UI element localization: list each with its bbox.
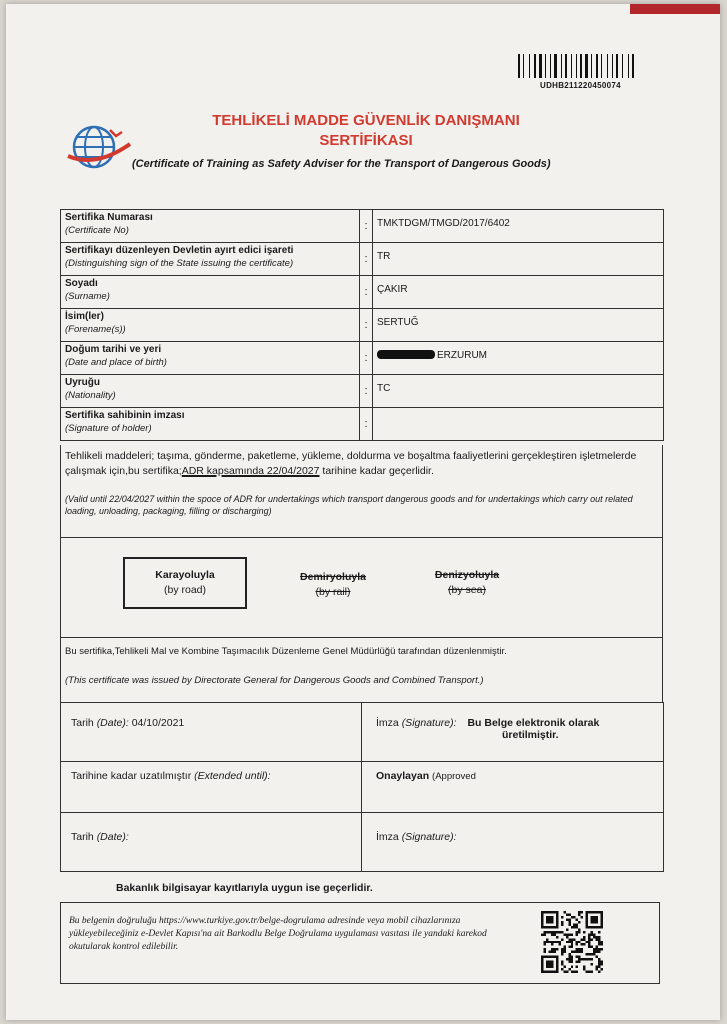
issuer-text-tr: Bu sertifika,Tehlikeli Mal ve Kombine Taşımacılık Düzenleme Genel Müdürlüğü tarafından düzenlenmiştir.: [65, 646, 507, 657]
signature-label: İmza: [376, 717, 399, 729]
issuer-section: [60, 637, 663, 703]
field-colon: :: [360, 276, 373, 309]
issue-signature-cell: [362, 703, 664, 762]
issue-date-cell: [61, 703, 362, 762]
document-subtitle: (Certificate of Training as Safety Adviser for the Transport of Dangerous Goods): [132, 158, 551, 170]
field-row-birth: [61, 342, 664, 375]
field-label-en: (Signature of holder): [65, 423, 152, 434]
mode-road: [123, 557, 247, 609]
validity-text-part1: Tehlikeli maddeleri; taşıma, gönderme, paketleme, yükleme, doldurma ve boşaltma faaliyetlerini gerçekleştiren işletmelerde çalışmak için,bu sertifika;: [65, 450, 637, 477]
issue-date-label-en: (Date):: [96, 717, 129, 729]
signature-row-extension: [61, 762, 664, 813]
field-row-certificate-no: [61, 210, 664, 243]
verification-text: Bu belgenin doğruluğu https://www.turkiye.gov.tr/belge-dogrulama adresinde veya mobil cihazlarınıza yükleyebileceğiniz e-Devlet Kapısı'na ait Barkodlu Belge Doğrulama uygulaması vasıtası ile yandaki karekod okutularak kontrol edilebilir.: [69, 916, 487, 952]
renewal-signature-label-en: (Signature):: [401, 831, 457, 843]
mode-rail-label: Demiryoluyla: [300, 571, 366, 583]
field-row-forename: [61, 309, 664, 342]
field-value-forename: SERTUĞ: [373, 309, 664, 342]
mode-road-label: Karayoluyla: [155, 569, 215, 581]
field-label: [61, 309, 360, 342]
field-label-en: (Date and place of birth): [65, 357, 167, 368]
extended-until-cell: [61, 762, 362, 813]
field-label: [61, 210, 360, 243]
mode-rail-label-en: (by rail): [315, 586, 351, 598]
field-value-birth: [373, 342, 664, 375]
issue-date-value: 04/10/2021: [131, 717, 185, 729]
renewal-date-label-en: (Date):: [96, 831, 129, 843]
red-corner-edge: [630, 4, 720, 14]
mode-rail: [283, 571, 383, 598]
field-label-en: (Certificate No): [65, 225, 129, 236]
validity-text-en: (Valid until 22/04/2027 within the spoce of ADR for undertakings which transport dangerous goods and for undertakings which carry out related loading, unloading, packaging, filling or discharging): [65, 494, 633, 516]
mode-sea-label-en: (by sea): [448, 584, 486, 596]
validity-text-part2: tarihine kadar geçerlidir.: [319, 465, 434, 477]
validity-section: [60, 445, 663, 538]
redaction-mark: [377, 350, 435, 359]
approved-label-en: (Approved: [432, 771, 476, 782]
field-label: [61, 276, 360, 309]
mode-road-label-en: (by road): [163, 584, 206, 596]
field-label-tr: Uyruğu: [65, 377, 100, 388]
field-label: [61, 243, 360, 276]
validity-text-tr: [65, 449, 655, 479]
renewal-date-label: Tarih: [71, 831, 94, 843]
signature-row-issue: [61, 703, 664, 762]
signature-value-line2: üretilmiştir.: [502, 729, 559, 741]
mode-sea: [417, 569, 517, 596]
certificate-page: [6, 4, 720, 1020]
document-title-line2: SERTİFİKASI: [319, 132, 413, 149]
field-label-tr: Sertifika sahibinin imzası: [65, 410, 185, 421]
field-label-tr: Sertifika Numarası: [65, 212, 153, 223]
renewal-date-cell: [61, 813, 362, 872]
field-row-holder-signature: [61, 408, 664, 441]
validity-date-underlined: ADR kapsamında 22/04/2027: [181, 465, 320, 477]
ministry-globe-logo: [66, 122, 132, 172]
transport-modes-section: [60, 537, 663, 638]
field-value-nationality: TC: [373, 375, 664, 408]
field-value-state-sign: TR: [373, 243, 664, 276]
extended-label-en: (Extended until):: [194, 770, 271, 782]
field-value-certificate-no: TMKTDGM/TMGD/2017/6402: [373, 210, 664, 243]
field-colon: :: [360, 243, 373, 276]
barcode-number: UDHB211220450074: [540, 81, 621, 90]
extended-label: Tarihine kadar uzatılmıştır: [71, 770, 192, 782]
renewal-signature-cell: [362, 813, 664, 872]
certificate-info-table: [60, 209, 664, 441]
field-colon: :: [360, 375, 373, 408]
field-label-tr: Doğum tarihi ve yeri: [65, 344, 162, 355]
mode-sea-label: Denizyoluyla: [434, 569, 500, 581]
field-label-en: (Distinguishing sign of the State issuing the certificate): [65, 258, 294, 269]
field-label-en: (Surname): [65, 291, 110, 302]
qr-code-icon[interactable]: [541, 911, 603, 973]
field-colon: :: [360, 408, 373, 441]
issuer-text-en: (This certificate was issued by Directorate General for Dangerous Goods and Combined Transport.): [65, 675, 484, 686]
field-label: [61, 342, 360, 375]
field-label-en: (Forename(s)): [65, 324, 126, 335]
field-value-surname: ÇAKIR: [373, 276, 664, 309]
signature-value-line1: Bu Belge elektronik olarak: [467, 717, 600, 729]
field-value-holder-signature: [373, 408, 664, 441]
approved-label: Onaylayan: [376, 770, 430, 782]
signature-table: [60, 702, 664, 872]
field-colon: :: [360, 210, 373, 243]
renewal-signature-label: İmza: [376, 831, 399, 843]
signature-row-renewal: [61, 813, 664, 872]
field-colon: :: [360, 309, 373, 342]
field-row-state-sign: [61, 243, 664, 276]
field-row-surname: [61, 276, 664, 309]
field-label: [61, 408, 360, 441]
approved-cell: [362, 762, 664, 813]
field-label-tr: Soyadı: [65, 278, 98, 289]
field-label: [61, 375, 360, 408]
field-label-tr: Sertifikayı düzenleyen Devletin ayırt edici işareti: [65, 245, 294, 256]
field-label-tr: İsim(ler): [65, 311, 104, 322]
barcode-icon: [518, 54, 636, 78]
document-title: TEHLİKELİ MADDE GÜVENLİK DANIŞMANI: [212, 112, 520, 129]
birth-place: ERZURUM: [437, 350, 487, 361]
signature-label-en: (Signature):: [401, 717, 457, 729]
field-label-en: (Nationality): [65, 390, 116, 401]
field-colon: :: [360, 342, 373, 375]
verification-box: [60, 902, 660, 984]
field-row-nationality: [61, 375, 664, 408]
issue-date-label: Tarih: [71, 717, 94, 729]
footer-note: Bakanlık bilgisayar kayıtlarıyla uygun ise geçerlidir.: [116, 882, 373, 894]
